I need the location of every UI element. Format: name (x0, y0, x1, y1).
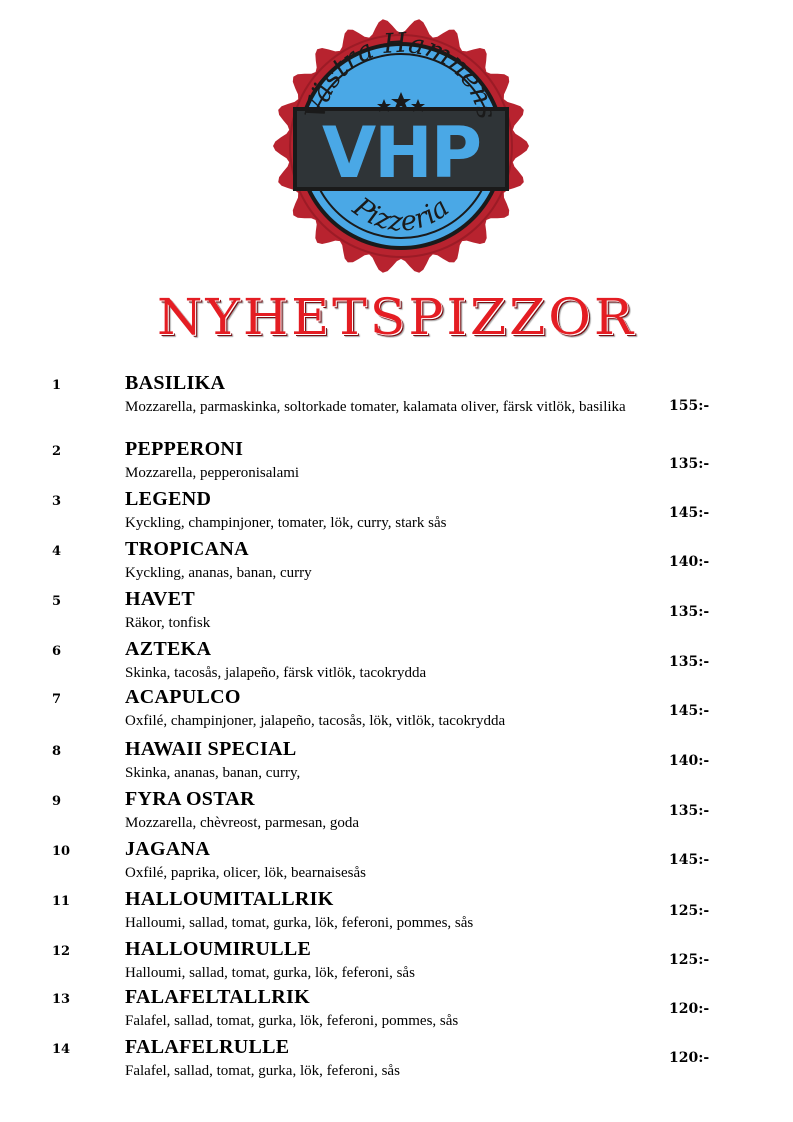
item-price: 145:- (669, 703, 710, 719)
item-number: 4 (52, 544, 62, 559)
item-name: HALLOUMITALLRIK (125, 888, 334, 910)
item-number: 3 (52, 494, 62, 509)
item-number: 12 (52, 944, 71, 959)
item-price: 120:- (669, 1050, 710, 1066)
menu-item (0, 686, 793, 736)
item-price: 125:- (669, 903, 710, 919)
item-price: 120:- (669, 1001, 710, 1017)
item-number: 7 (52, 692, 62, 707)
item-number: 6 (52, 644, 62, 659)
item-name: HAVET (125, 588, 196, 610)
item-description: Halloumi, sallad, tomat, gurka, lök, feferoni, sås (125, 965, 415, 981)
item-description: Kyckling, ananas, banan, curry (125, 565, 312, 581)
item-price: 135:- (669, 604, 710, 620)
item-description: Mozzarella, pepperonisalami (125, 465, 300, 481)
item-price: 145:- (669, 852, 710, 868)
page-title: NYHETSPIZZOR (156, 289, 636, 347)
logo-bottom-text: Pizzeria (347, 191, 455, 238)
item-name: FALAFELRULLE (125, 1036, 290, 1058)
menu-item (0, 788, 793, 838)
item-price: 135:- (669, 803, 710, 819)
menu-item (0, 1036, 793, 1086)
logo-center-text: VHP (321, 112, 481, 194)
logo-top-text: Västra Hamnens (299, 27, 503, 122)
item-name: FALAFELTALLRIK (125, 986, 310, 1008)
item-description: Kyckling, champinjoner, tomater, lök, curry, stark sås (125, 515, 447, 531)
item-name: ACAPULCO (125, 686, 241, 708)
item-number: 1 (52, 378, 62, 393)
item-price: 135:- (669, 654, 710, 670)
item-description: Halloumi, sallad, tomat, gurka, lök, feferoni, pommes, sås (125, 915, 474, 931)
item-number: 5 (52, 594, 62, 609)
menu-item (0, 372, 793, 422)
item-description: Mozzarella, parmaskinka, soltorkade tomater, kalamata oliver, färsk vitlök, basilika (125, 399, 626, 415)
item-name: PEPPERONI (125, 438, 244, 460)
menu-item (0, 938, 793, 988)
item-description: Oxfilé, champinjoner, jalapeño, tacosås, lök, vitlök, tacokrydda (125, 713, 506, 729)
item-name: HALLOUMIRULLE (125, 938, 312, 960)
item-name: JAGANA (125, 838, 211, 860)
item-description: Skinka, ananas, banan, curry, (125, 765, 301, 781)
item-number: 9 (52, 794, 62, 809)
item-price: 125:- (669, 952, 710, 968)
menu-item (0, 538, 793, 588)
vhp-pizzeria-logo (271, 12, 531, 278)
item-description: Oxfilé, paprika, olicer, lök, bearnaisesås (125, 865, 366, 881)
menu-item (0, 438, 793, 488)
menu-item (0, 638, 793, 688)
menu-item (0, 588, 793, 638)
item-description: Falafel, sallad, tomat, gurka, lök, feferoni, pommes, sås (125, 1013, 459, 1029)
item-name: BASILIKA (125, 372, 226, 394)
menu-item (0, 986, 793, 1036)
item-number: 11 (52, 894, 71, 909)
menu-item (0, 738, 793, 788)
item-number: 13 (52, 992, 71, 1007)
item-price: 155:- (669, 398, 710, 414)
item-description: Skinka, tacosås, jalapeño, färsk vitlök, tacokrydda (125, 665, 427, 681)
item-name: HAWAII SPECIAL (125, 738, 297, 760)
item-name: TROPICANA (125, 538, 249, 560)
item-price: 140:- (669, 554, 710, 570)
item-number: 10 (52, 844, 71, 859)
item-name: LEGEND (125, 488, 212, 510)
item-description: Räkor, tonfisk (125, 615, 211, 631)
item-description: Mozzarella, chèvreost, parmesan, goda (125, 815, 360, 831)
item-description: Falafel, sallad, tomat, gurka, lök, feferoni, sås (125, 1063, 400, 1079)
item-price: 140:- (669, 753, 710, 769)
item-name: AZTEKA (125, 638, 212, 660)
menu-heading (0, 288, 793, 348)
item-number: 8 (52, 744, 62, 759)
item-number: 2 (52, 444, 62, 459)
item-price: 145:- (669, 505, 710, 521)
item-name: FYRA OSTAR (125, 788, 255, 810)
menu-item (0, 838, 793, 888)
menu-item (0, 488, 793, 538)
item-price: 135:- (669, 456, 710, 472)
menu-item (0, 888, 793, 938)
item-number: 14 (52, 1042, 71, 1057)
